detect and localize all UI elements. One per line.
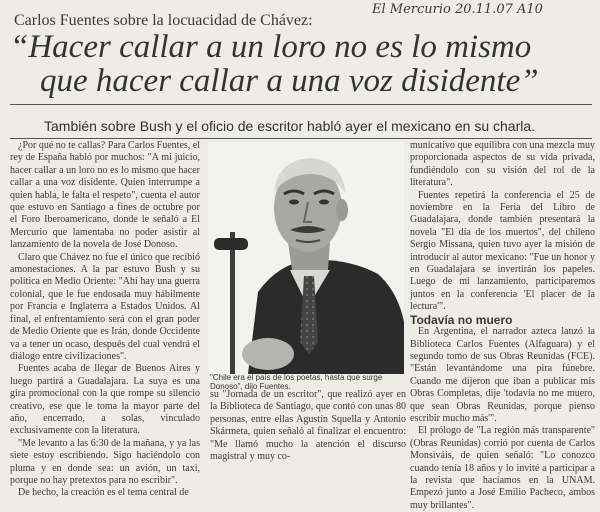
paragraph: El prólogo de "La región más transparente" (Obras Reunidas) corrió por cuenta de Carlos Monsiváis, de quien señaló: "Lo conozco cuando tenía 18 años y lo invité a participar a la revista que hacíamos en la UNAM. Empezó junto a José Emilio Pacheco, ambos muy brillantes". — [410, 425, 595, 511]
paragraph: ¿Por qué no te callas? Para Carlos Fuentes, el rey de España habló por muchos: "A mi juicio, hacer callar a un loro no es lo mismo que hacer callar a una voz disidente. Quien interrumpe a quien habla, le falta el respeto", cuenta el autor que estuvo en Santiago a fines de octubre por el Foro Iberoamericano, donde le señaló a El Mercurio que lamentaba no poder asistir al lanzamiento de la novela de José Donoso. — [10, 140, 200, 251]
photo-caption: "Chile era el país de los poetas, hasta que surge Donoso", dijo Fuentes. — [210, 373, 383, 391]
paragraph: En Argentina, el narrador azteca lanzó la Biblioteca Carlos Fuentes (Alfaguara) y el segundo tomo de sus Obras Reunidas (FCE). "Están levantándome una pira fúnebre. Cuando me dijeron que iban a publicar mis Obras Completas, dije 'todavía no me muero, que sean Obras Reunidas, porque pienso escribir mucho más'". — [410, 326, 595, 424]
headline-line-1: “Hacer callar a un loro no es lo mismo — [10, 29, 532, 65]
paragraph: De hecho, la creación es el tema central de — [18, 487, 189, 499]
top-rule — [10, 104, 592, 105]
handwritten-source-note: El Mercurio 20.11.07 A10 — [372, 2, 543, 17]
headline-kicker: Carlos Fuentes sobre la locuacidad de Chávez: — [14, 12, 313, 29]
headline — [10, 30, 595, 98]
paragraph: Fuentes repetirá la conferencia el 25 de noviembre en la Feria del Libro de Guadalajara, donde también presentará la novela "El día de los muertos", del chileno Sergio Missana, quien tuvo ayer la misión de introducir al autor mexicano: "Fue un honor y en Guadalajara se invertirán los papeles. Luego de mi lanzamiento, participaremos juntos en la conferencia 'El placer de la lectura'". — [410, 189, 595, 313]
article-column-1 — [10, 140, 200, 499]
deck-subtitle: También sobre Bush y el oficio de escritor habló ayer el mexicano en su charla. — [44, 118, 536, 134]
headline-line-2: que hacer callar a una voz disidente” — [40, 63, 539, 99]
paragraph: municativo que equilibra con una mezcla muy proporcionada aspectos de su vida privada, fundiéndolo con su visión del rol de la literatura". — [410, 140, 595, 189]
paragraph: Fuentes acaba de llegar de Buenos Aires y luego partirá a Guadalajara. La suya es una gira promocional con la que rompe su silencio creativo, ese que le toma la mayor parte del año, encerrado, a solas, vinculado exclusivamente con la literatura. — [10, 363, 200, 437]
subhead: Todavía no muero — [410, 312, 513, 327]
paragraph: Claro que Chávez no fue el único que recibió amonestaciones. A la par estuvo Bush y su política en Medio Oriente: "Ahí hay una guerra colonial, que le fue endosada muy hábilmente por Francia e Inglaterra a Estados Unidos. Al final, el enfrentamiento será con el gran poder de Medio Oriente que es Irán, donde Occidente va a tener un ocaso, después del cual vendrá el diálogo entre civilizaciones". — [10, 251, 200, 362]
portrait-illustration — [208, 142, 404, 374]
paragraph: "Me levanto a las 6:30 de la mañana, y ya las siete estoy escribiendo. Sigo haciéndolo con pluma y en donde sea: un avión, un taxi, porque no hay pretextos para no escribir". — [10, 437, 200, 486]
deck-rule — [10, 138, 592, 139]
article-column-3 — [410, 140, 595, 511]
article-column-2 — [210, 389, 406, 496]
paragraph: su "Jornada de un escritor", que realizó ayer en la Biblioteca de Santiago, que contó con unas 80 personas, entre ellas Agustín Squella y Antonio Skármeta, quien señaló al finalizar el encuentro: "Me llamó mucho la atención el discurso magistral y muy co- — [210, 389, 406, 463]
portrait-photo — [208, 142, 404, 374]
